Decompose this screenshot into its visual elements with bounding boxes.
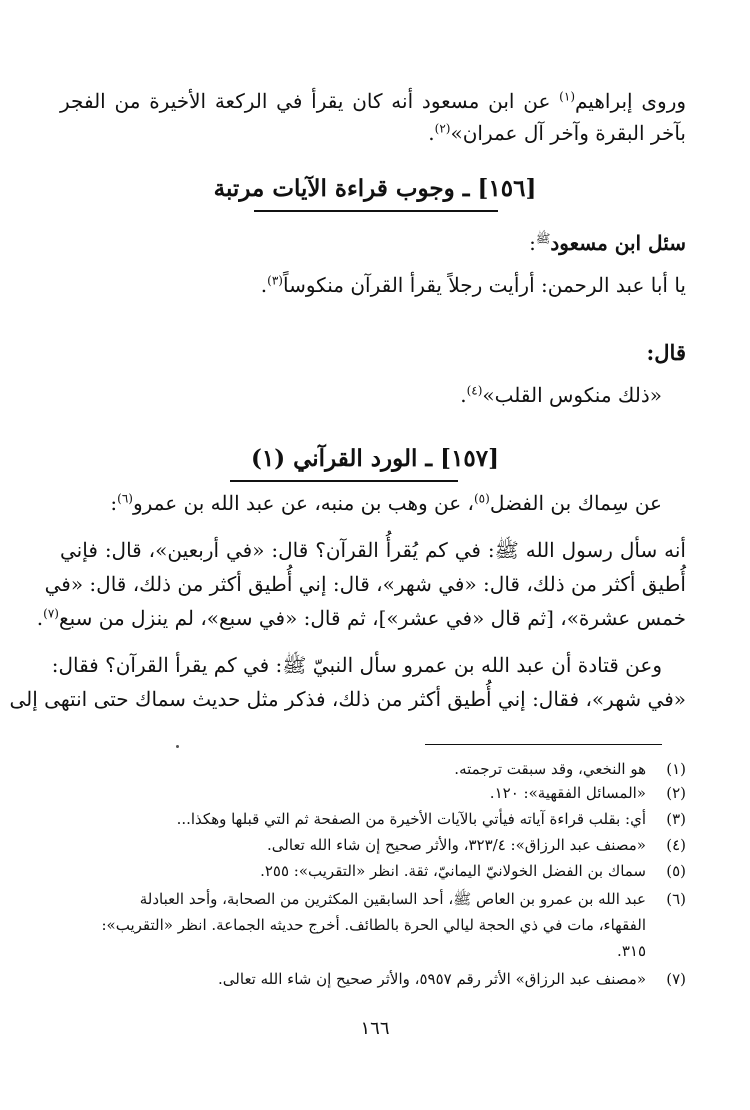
footnote-ref: (٦) — [117, 491, 133, 506]
footnote-ref: (٢) — [434, 121, 451, 136]
footnote-text: هو النخعي، وقد سبقت ترجمته. — [454, 760, 646, 778]
text-run: «في شهر»، فقال: إني أُطيق أكثر من ذلك، فذكر مثل حديث سماك حتى انتهى إلى — [9, 687, 686, 711]
text-run: يا أبا عبد الرحمن: أرأيت رجلاً يقرأ القرآن منكوساً — [282, 273, 686, 297]
paragraph-line — [51, 650, 662, 680]
text-run: أنه سأل رسول الله ﷺ: في كم يُقرأُ القرآن؟ قال: «في أربعين»، قال: فإني — [60, 538, 686, 562]
page-number: ١٦٦ — [360, 1018, 390, 1039]
footnote-ref: (١) — [559, 89, 575, 104]
footnote-ref: (٣) — [267, 273, 283, 288]
footnote-text: «مصنف عبد الرزاق» الأثر رقم ٥٩٥٧، والأثر صحيح إن شاء الله تعالى. — [218, 970, 646, 988]
footnote-5 — [60, 860, 686, 882]
footnote-text: عبد الله بن عمرو بن العاص ﷺ، أحد السابقين المكثرين من الصحابة، وأحد العبادلة — [139, 890, 646, 908]
heading-underline — [254, 210, 498, 212]
paragraph-line — [44, 569, 686, 599]
paragraph-line — [36, 603, 686, 633]
footnote-text: «مصنف عبد الرزاق»: ٣٢٣/٤، والأثر صحيح إن شاء الله تعالى. — [267, 836, 646, 854]
footnote-number: (٣) — [666, 810, 686, 828]
footnote-ref: (٧) — [43, 606, 59, 621]
text-run: خمس عشرة»، [ثم قال «في عشر»]، ثم قال: «في سبع»، لم ينزل من سبع — [58, 606, 686, 630]
section-heading: [١٥٦] ـ وجوب قراءة الآيات مرتبة — [213, 175, 537, 202]
footnote-1 — [60, 758, 686, 780]
paragraph-line — [9, 684, 686, 714]
paragraph-line — [60, 86, 686, 116]
text-run: ، عن وهب بن منبه، عن عبد الله بن عمرو — [132, 491, 474, 515]
text-run: وروى إبراهيم — [575, 89, 687, 113]
footnote-number: (١) — [666, 760, 686, 778]
text-run: : — [529, 231, 536, 255]
footnote-text: سماك بن الفضل الخولانيّ اليمانيّ، ثقة. انظر «التقريب»: ٢٥٥. — [260, 862, 646, 880]
footnote-4 — [60, 834, 686, 856]
text-run: . — [428, 121, 435, 145]
question-text — [60, 270, 686, 300]
footnote-6 — [60, 888, 686, 910]
footnote-text: أي: بقلب قراءة آياته فيأتي بالآيات الأخيرة من الصفحة ثم التي قبلها وهكذا... — [176, 810, 646, 828]
text-run: . — [260, 273, 268, 297]
footnote-7 — [60, 968, 686, 990]
text-run: . — [36, 606, 44, 630]
footnote-separator — [425, 744, 662, 745]
heading-underline — [230, 480, 458, 482]
footnote-text: «المسائل الفقهية»: ١٢٠. — [489, 784, 646, 802]
text-run: . — [460, 383, 467, 407]
section-heading: [١٥٧] ـ الورد القرآني (١) — [250, 445, 500, 472]
paragraph-line — [60, 488, 662, 518]
text-run: : — [110, 491, 118, 515]
text-run: عن سِماك بن الفضل — [489, 491, 662, 515]
footnote-6-continued: ٣١٥. — [617, 942, 646, 960]
paragraph-line — [60, 535, 686, 565]
footnote-2 — [60, 782, 686, 804]
text-run: وعن قتادة أن عبد الله بن عمرو سأل النبيّ ﷺ: في كم يقرأ القرآن؟ فقال: — [51, 653, 662, 677]
answer-label: قال: — [646, 340, 686, 365]
footnote-3 — [60, 808, 686, 830]
footnote-number: (٥) — [666, 862, 686, 880]
scan-dot — [176, 745, 179, 748]
text-run: «ذلك منكوس القلب» — [482, 383, 662, 407]
answer-text — [60, 380, 662, 410]
footnote-number: (٦) — [666, 890, 686, 908]
text-run: عن ابن مسعود أنه كان يقرأ في الركعة الأخيرة من الفجر — [60, 89, 560, 113]
text-run: أُطيق أكثر من ذلك، قال: «في شهر»، قال: إني أُطيق أكثر من ذلك، قال: «في — [44, 572, 686, 596]
honorific-glyph: ﷺ — [535, 231, 551, 246]
answer-label-line — [60, 338, 686, 368]
text-run: بآخر البقرة وآخر آل عمران» — [450, 121, 686, 145]
footnote-number: (٢) — [666, 784, 686, 802]
footnote-number: (٤) — [666, 836, 686, 854]
text-run: سئل ابن مسعود — [550, 231, 686, 255]
question-intro — [60, 228, 686, 258]
footnote-number: (٧) — [666, 970, 686, 988]
paragraph-line — [60, 118, 686, 148]
footnote-ref: (٥) — [473, 491, 490, 506]
footnote-ref: (٤) — [466, 383, 483, 398]
footnote-6-continued: الفقهاء، مات في ذي الحجة ليالي الحرة بالطائف. أخرج حديثه الجماعة. انظر «التقريب»: — [101, 916, 646, 934]
